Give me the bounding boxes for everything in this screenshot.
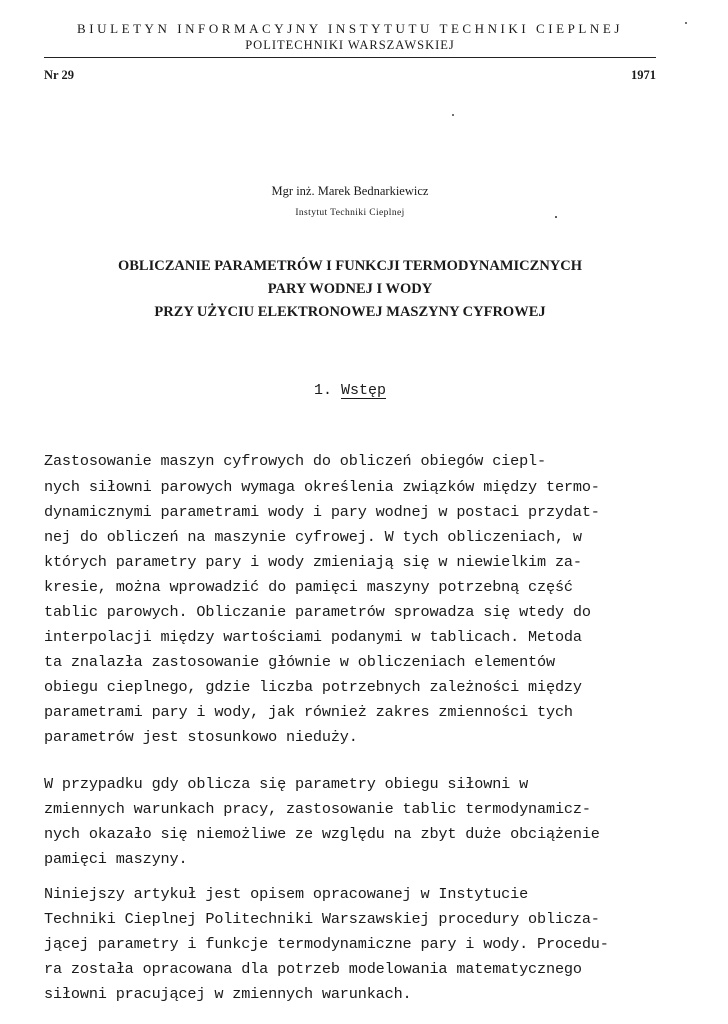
- header-rule: [44, 57, 656, 58]
- paragraph-line: Niniejszy artykuł jest opisem opracowanej w Instytucie: [44, 885, 529, 903]
- paragraph-line: jącej parametry i funkcje termodynamiczne pary i wody. Procedu-: [44, 935, 609, 953]
- paragraph-line: parametrów jest stosunkowo nieduży.: [44, 728, 358, 746]
- paragraph-line: ra została opracowana dla potrzeb modelowania matematycznego: [44, 960, 582, 978]
- paragraph-line: Techniki Cieplnej Politechniki Warszawskiej procedury oblicza-: [44, 910, 600, 928]
- paragraph-line: dynamicznymi parametrami wody i pary wodnej w postaci przydat-: [44, 503, 600, 521]
- issue-number: Nr 29: [44, 68, 74, 82]
- article-title-line-2: PARY WODNEJ I WODY: [267, 281, 433, 297]
- section-title: Wstęp: [341, 382, 387, 399]
- journal-title: BIULETYN INFORMACYJNY INSTYTUTU TECHNIKI CIEPLNEJ: [77, 21, 623, 36]
- paragraph-line: których parametry pary i wody zmieniają się w niewielkim za-: [44, 553, 582, 571]
- paragraph-line: interpolacji między wartościami podanymi w tablicach. Metoda: [44, 628, 582, 646]
- paragraph-line: zmiennych warunkach pracy, zastosowanie tablic termodynamicz-: [44, 800, 591, 818]
- article-affiliation: Instytut Techniki Cieplnej: [295, 208, 405, 218]
- paragraph-line: siłowni pracującej w zmiennych warunkach.: [44, 985, 412, 1003]
- paragraph-line: pamięci maszyny.: [44, 850, 188, 868]
- paragraph-line: Zastosowanie maszyn cyfrowych do obliczeń obiegów ciepl-: [44, 452, 546, 470]
- article-title-line-3: PRZY UŻYCIU ELEKTRONOWEJ MASZYNY CYFROWEJ: [154, 304, 546, 320]
- scan-speck: [685, 22, 687, 24]
- paragraph-line: ta znalazła zastosowanie głównie w obliczeniach elementów: [44, 653, 555, 671]
- paragraph-line: tablic parowych. Obliczanie parametrów sprowadza się wtedy do: [44, 603, 591, 621]
- paragraph-line: nej do obliczeń na maszynie cyfrowej. W tych obliczeniach, w: [44, 528, 582, 546]
- paragraph-line: W przypadku gdy oblicza się parametry obiegu siłowni w: [44, 775, 529, 793]
- section-number: 1.: [313, 382, 332, 399]
- paragraph-line: nych siłowni parowych wymaga określenia związków między termo-: [44, 478, 600, 496]
- journal-subtitle: POLITECHNIKI WARSZAWSKIEJ: [245, 38, 455, 52]
- paragraph-line: obiegu cieplnego, gdzie liczba potrzebnych zależności między: [44, 678, 582, 696]
- section-heading: [0, 382, 700, 399]
- paragraph-line: kresie, można wprowadzić do pamięci maszyny potrzebną część: [44, 578, 573, 596]
- scan-speck: [555, 216, 557, 218]
- article-title-line-1: OBLICZANIE PARAMETRÓW I FUNKCJI TERMODYNAMICZNYCH: [117, 258, 583, 274]
- paragraph-line: nych okazało się niemożliwe ze względu na zbyt duże obciążenie: [44, 825, 600, 843]
- article-author: Mgr inż. Marek Bednarkiewicz: [271, 184, 429, 198]
- paragraph-line: parametrami pary i wody, jak również zakres zmienności tych: [44, 703, 573, 721]
- scan-speck: [452, 114, 454, 116]
- issue-year: 1971: [631, 68, 656, 82]
